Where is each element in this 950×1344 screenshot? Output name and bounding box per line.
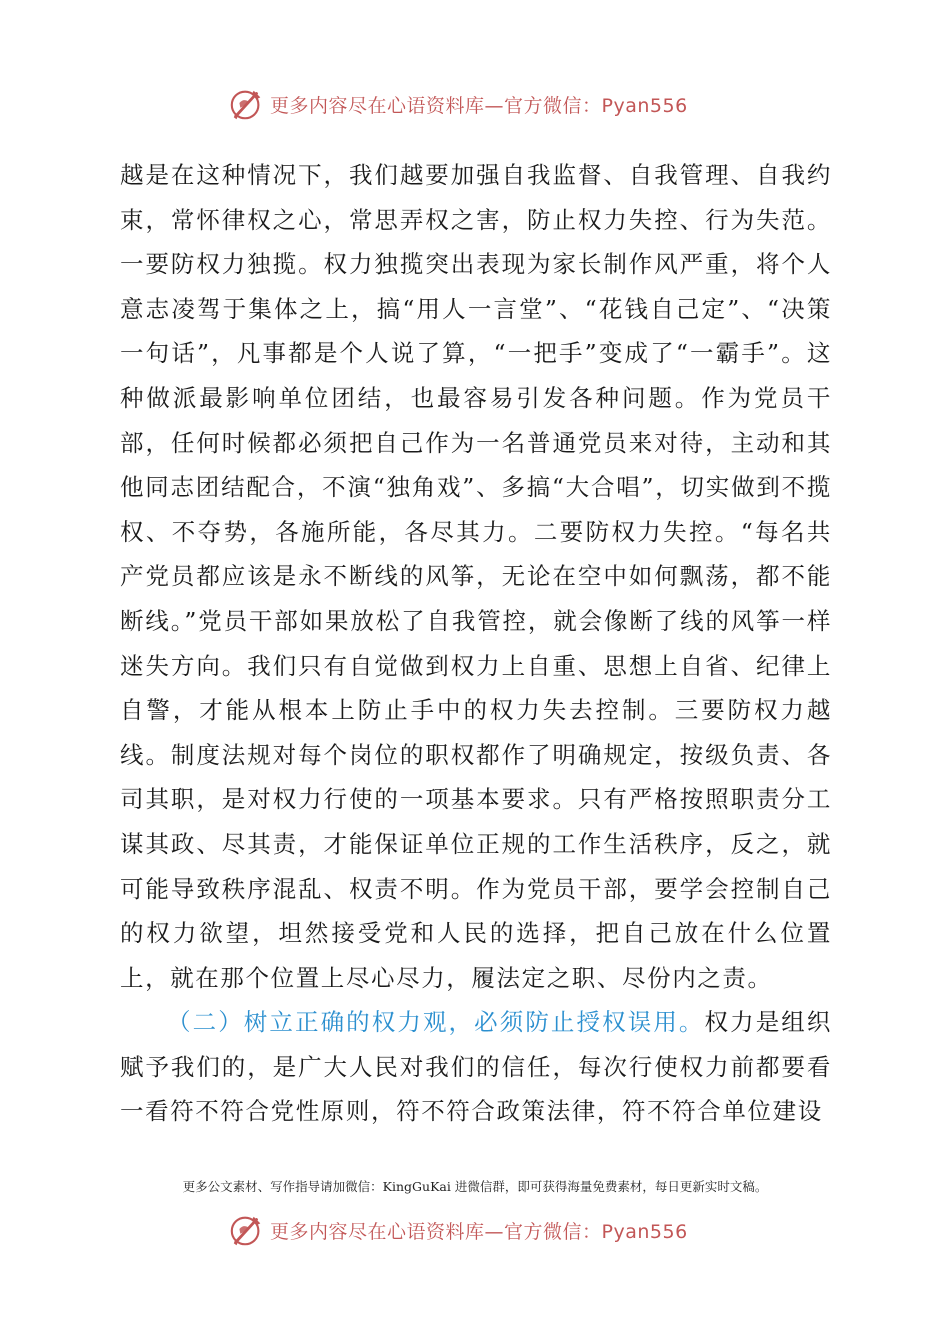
paragraph-2	[120, 1000, 832, 1134]
paragraph-2-body: 权力是组织赋予我们的，是广大人民对我们的信任，每次行使权力前都要看一看符不符合党性原则，符不符合政策法律，符不符合单位建设	[120, 1008, 832, 1126]
section-heading: （二）树立正确的权力观，必须防止授权误用。	[167, 1008, 705, 1037]
pen-seal-icon	[228, 1211, 266, 1249]
pen-seal-icon	[228, 85, 266, 123]
footer-note: 更多公文素材、写作指导请加微信：KingGuKai 进微信群，即可获得海量免费素材，每日更新实时文稿。	[182, 1179, 768, 1194]
watermark-header	[228, 84, 748, 124]
watermark-text: 更多内容尽在心语资料库—官方微信：Pyan556	[270, 94, 688, 117]
watermark-footer	[228, 1210, 748, 1250]
paragraph-1: 越是在这种情况下，我们越要加强自我监督、自我管理、自我约束，常怀律权之心，常思弄权之害，防止权力失控、行为失范。一要防权力独揽。权力独揽突出表现为家长制作风严重，将个人意志凌驾于集体之上，搞“用人一言堂”、“花钱自己定”、“决策一句话”，凡事都是个人说了算，“一把手”变成了“一霸手”。这种做派最影响单位团结，也最容易引发各种问题。作为党员干部，任何时候都必须把自己作为一名普通党员来对待，主动和其他同志团结配合，不演“独角戏”、多搞“大合唱”，切实做到不揽权、不夺势，各施所能，各尽其力。二要防权力失控。“每名共产党员都应该是永不断线的风筝，无论在空中如何飘荡，都不能断线。”党员干部如果放松了自我管控，就会像断了线的风筝一样迷失方向。我们只有自觉做到权力上自重、思想上自省、纪律上自警，才能从根本上防止手中的权力失去控制。三要防权力越线。制度法规对每个岗位的职权都作了明确规定，按级负责、各司其职，是对权力行使的一项基本要求。只有严格按照职责分工谋其政、尽其责，才能保证单位正规的工作生活秩序，反之，就可能导致秩序混乱、权责不明。作为党员干部，要学会控制自己的权力欲望，坦然接受党和人民的选择，把自己放在什么位置上，就在那个位置上尽心尽力，履法定之职、尽份内之责。	[120, 161, 832, 992]
watermark-text: 更多内容尽在心语资料库—官方微信：Pyan556	[270, 1220, 688, 1243]
document-body	[120, 153, 832, 1134]
